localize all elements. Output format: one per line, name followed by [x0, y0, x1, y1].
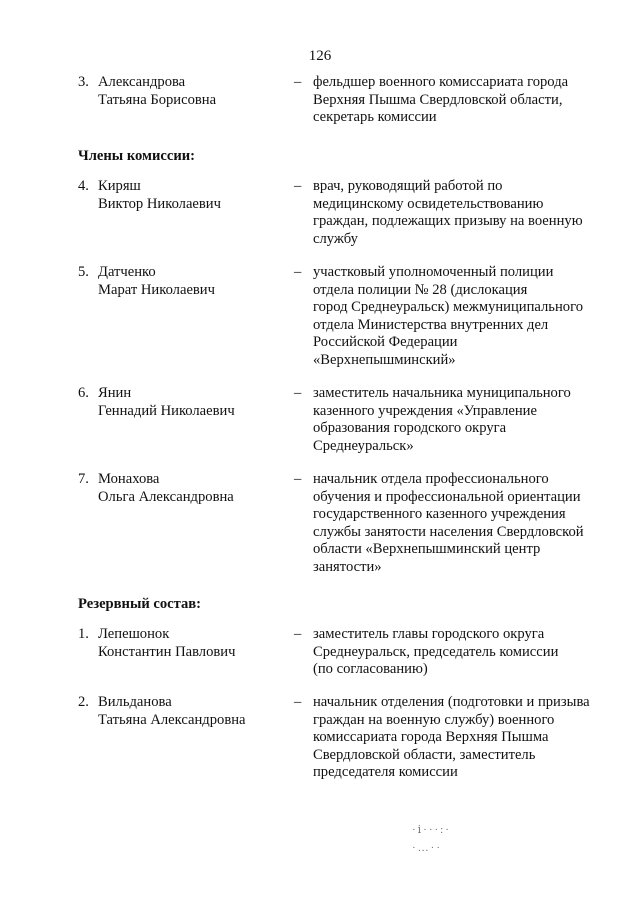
item-number: 7. [78, 471, 89, 487]
desc-line: Среднеуральск» [313, 437, 414, 454]
item-number: 4. [78, 178, 89, 194]
surname: Александрова [98, 74, 186, 90]
dash: – [294, 178, 302, 194]
person-name [98, 264, 278, 299]
item-number: 2. [78, 694, 89, 710]
desc-line: секретарь комиссии [313, 109, 437, 125]
desc-line: фельдшер военного комиссариата города [313, 74, 569, 90]
position-description [313, 626, 608, 679]
section-heading-reserve: Резервный состав: [78, 596, 202, 612]
person-name [98, 626, 278, 661]
dash: – [294, 385, 302, 401]
dash: – [294, 74, 302, 90]
surname: Янин [98, 385, 132, 401]
desc-line: заместитель главы городского округа [313, 626, 545, 642]
dash: – [294, 626, 302, 642]
desc-line: обучения и профессиональной ориентации [313, 488, 581, 505]
item-number: 6. [78, 385, 89, 401]
desc-line: области «Верхнепышминский центр [313, 541, 541, 557]
desc-line: заместитель начальника муниципального [313, 385, 571, 401]
desc-line: врач, руководящий работой по [313, 178, 503, 194]
item-number: 1. [78, 626, 89, 642]
given-names: Ольга Александровна [98, 488, 234, 505]
desc-line: образования городского округа [313, 420, 507, 436]
position-description [313, 264, 608, 369]
desc-line: Свердловской области, заместитель [313, 746, 536, 763]
position-description [313, 471, 608, 576]
desc-line: граждан на военную службу) военного [313, 711, 555, 728]
dash: – [294, 471, 302, 487]
surname: Вильданова [98, 694, 172, 710]
desc-line: председателя комиссии [313, 764, 458, 780]
given-names: Татьяна Александровна [98, 711, 246, 728]
item-number: 5. [78, 264, 89, 280]
scan-artifact: ·ⅰ···:· [412, 824, 451, 836]
person-name [98, 385, 278, 420]
item-number: 3. [78, 74, 89, 90]
desc-line: начальник отделения (подготовки и призыва [313, 694, 590, 710]
desc-line: «Верхнепышминский» [313, 351, 456, 368]
dash: – [294, 694, 302, 710]
desc-line: граждан, подлежащих призыву на военную [313, 213, 583, 229]
surname: Киряш [98, 178, 141, 194]
given-names: Татьяна Борисовна [98, 91, 217, 108]
desc-line: Российской Федерации [313, 334, 458, 350]
given-names: Марат Николаевич [98, 281, 215, 298]
person-name [98, 694, 278, 729]
desc-line: Среднеуральск, председатель комиссии [313, 643, 559, 660]
desc-line: государственного казенного учреждения [313, 506, 566, 522]
desc-line: комиссариата города Верхняя Пышма [313, 729, 549, 745]
surname: Монахова [98, 471, 160, 487]
person-name [98, 74, 278, 109]
position-description [313, 385, 608, 455]
desc-line: (по согласованию) [313, 661, 428, 677]
section-heading-members: Члены комиссии: [78, 148, 196, 164]
given-names: Геннадий Николаевич [98, 402, 235, 419]
desc-line: медицинскому освидетельствованию [313, 195, 544, 212]
desc-line: участковый уполномоченный полиции [313, 264, 554, 280]
desc-line: службу [313, 230, 358, 247]
desc-line: отдела Министерства внутренних дел [313, 316, 549, 333]
desc-line: занятости» [313, 558, 382, 575]
person-name [98, 178, 278, 213]
scan-artifact: ·…·· [412, 842, 442, 854]
desc-line: начальник отдела профессионального [313, 471, 549, 487]
desc-line: Верхняя Пышма Свердловской области, [313, 91, 563, 108]
given-names: Константин Павлович [98, 643, 236, 660]
page-number: 126 [308, 48, 332, 64]
dash: – [294, 264, 302, 280]
given-names: Виктор Николаевич [98, 195, 221, 212]
surname: Датченко [98, 264, 156, 280]
desc-line: город Среднеуральск) межмуниципального [313, 299, 583, 315]
desc-line: службы занятости населения Свердловской [313, 523, 584, 540]
position-description [313, 178, 608, 248]
position-description [313, 74, 608, 127]
desc-line: казенного учреждения «Управление [313, 402, 537, 419]
desc-line: отдела полиции № 28 (дислокация [313, 281, 528, 298]
surname: Лепешонок [98, 626, 170, 642]
position-description [313, 694, 608, 782]
person-name [98, 471, 278, 506]
